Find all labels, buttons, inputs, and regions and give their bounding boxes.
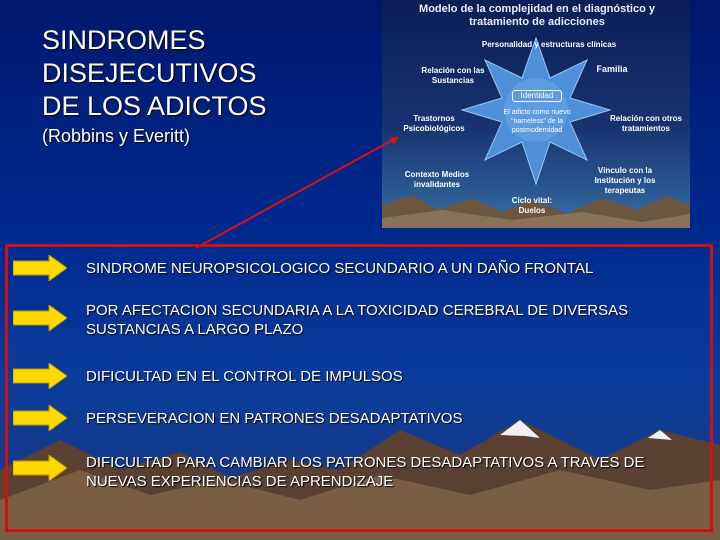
slide-authors: (Robbins y Everitt) (42, 126, 191, 146)
list-item-text: DIFICULTAD EN EL CONTROL DE IMPULSOS (86, 368, 403, 385)
title-line-3: DE LOS ADICTOS (42, 91, 267, 121)
arrow-right-icon (13, 405, 67, 431)
diagram-label-familia: Familia (596, 64, 628, 74)
list-item-text: POR AFECTACION SECUNDARIA A LA TOXICIDAD CEREBRAL DE DIVERSAS SUSTANCIAS A LARGO PLAZO (86, 302, 629, 338)
list-item-text: SINDROME NEUROPSICOLOGICO SECUNDARIO A UN DAÑO FRONTAL (86, 260, 594, 277)
symptom-list (5, 244, 713, 532)
diagram-label-adicto: El adicto como nuevo "nameless" de la postmodernidad (503, 109, 571, 134)
arrow-right-icon (13, 363, 67, 389)
diagram-label-vinculo: Vínculo con la Institución y los terapeutas (594, 166, 656, 195)
diagram-label-relacion-tratamientos: Relación con otros tratamientos (609, 114, 682, 133)
arrow-right-icon (13, 255, 67, 281)
title-line-2: DISEJECUTIVOS (42, 58, 257, 88)
title-line-1: SINDROMES (42, 25, 206, 55)
diagram-label-personalidad: Personalidad y estructuras clínicas (481, 40, 617, 49)
list-item-text: DIFICULTAD PARA CAMBIAR LOS PATRONES DESADAPTATIVOS A TRAVES DE NUEVAS EXPERIENCIAS DE APRENDIZAJE (86, 454, 645, 490)
list-item-text: PERSEVERACION EN PATRONES DESADAPTATIVOS (86, 410, 463, 427)
diagram-label-contexto: Contexto Medios invalidantes (404, 170, 470, 189)
diagram-label-identidad: Identidad (512, 90, 562, 102)
diagram-title: Modelo de la complejidad en el diagnóstico y tratamiento de adicciones (419, 3, 655, 28)
diagram-label-trastornos: Trastornos Psicobiológicos (403, 114, 465, 133)
diagram-label-relacion-sustancias: Relación con las Sustancias (421, 66, 485, 85)
arrow-right-icon (13, 305, 67, 331)
arrow-right-icon (13, 455, 67, 481)
diagram-label-ciclo: Ciclo vital: Duelos (511, 196, 553, 215)
